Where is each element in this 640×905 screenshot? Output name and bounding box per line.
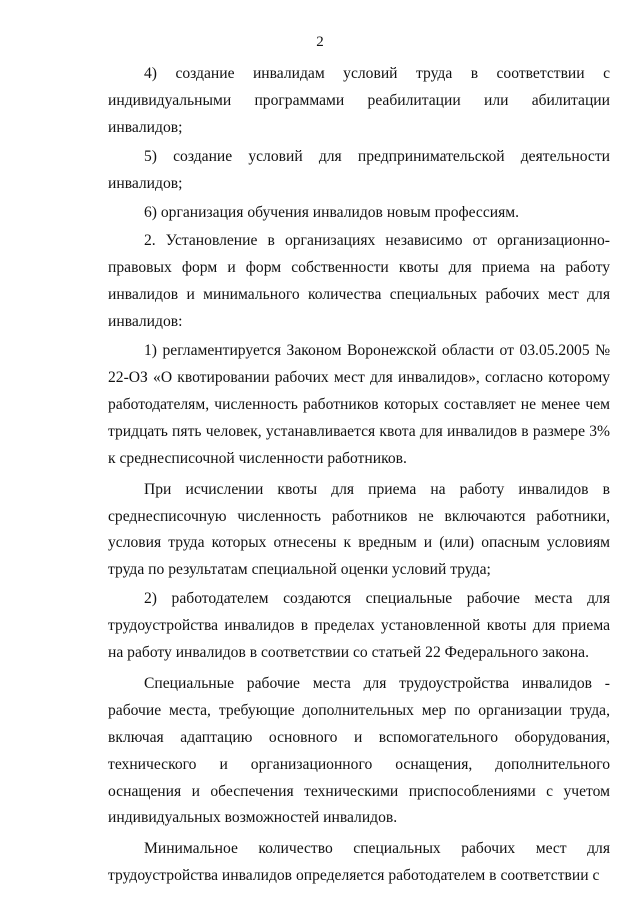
paragraph-subitem-1: 1) регламентируется Законом Воронежской области от 03.05.2005 № 22-ОЗ «О квотировании рабочих мест для инвалидов», согласно которому работодателям, численность работников которых составляет не менее чем тридцать пять человек, устанавливается квота для инвалидов в размере 3% к среднесписочной численности работников. bbox=[108, 342, 610, 467]
paragraph-item-4: 4) создание инвалидам условий труда в соответствии с индивидуальными программами реабилитации или абилитации инвалидов; bbox=[108, 65, 610, 136]
document-body bbox=[108, 61, 610, 890]
paragraph-special-workplaces: Специальные рабочие места для трудоустройства инвалидов - рабочие места, требующие дополнительных мер по организации труда, включая адаптацию основного и вспомогательного оборудования, технического и организационного оснащения, дополнительного оснащения и обеспечения техническими приспособлениями с учетом индивидуальных возможностей инвалидов. bbox=[108, 674, 610, 827]
paragraph-subitem-2: 2) работодателем создаются специальные рабочие места для трудоустройства инвалидов в пределах установленной квоты для приема на работу инвалидов в соответствии со статьей 22 Федерального закона. bbox=[108, 590, 610, 662]
paragraph-minimum-quantity: Минимальное количество специальных рабочих мест для трудоустройства инвалидов определяется работодателем в соответствии с bbox=[108, 840, 610, 885]
paragraph-item-6: 6) организация обучения инвалидов новым профессиям. bbox=[144, 203, 520, 221]
paragraph-item-5: 5) создание условий для предпринимательской деятельности инвалидов; bbox=[108, 147, 610, 192]
paragraph-section-2: 2. Установление в организациях независимо от организационно-правовых форм и форм собственности квоты для приема на работу инвалидов и минимального количества специальных рабочих мест для инвалидов: bbox=[108, 232, 610, 331]
page-number: 2 bbox=[316, 34, 324, 50]
paragraph-quota-calculation: При исчислении квоты для приема на работу инвалидов в среднесписочную численность работников не включаются работники, условия труда которых отнесены к вредным и (или) опасным условиям труда по результатам специальной оценки условий труда; bbox=[108, 480, 610, 579]
